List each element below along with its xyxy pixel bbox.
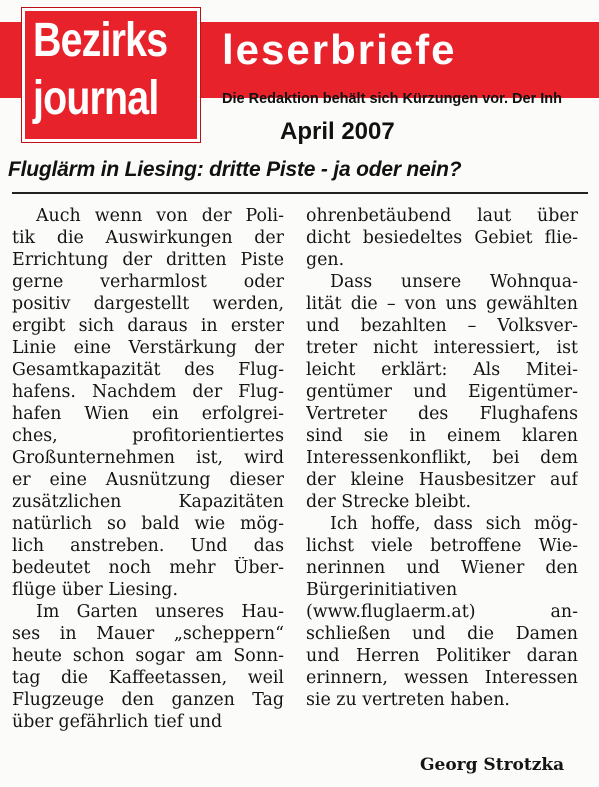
text-line: Großunternehmen ist, wird bbox=[12, 448, 284, 468]
text-line: bedeutet noch mehr Über- bbox=[12, 558, 284, 578]
text-line: Auch wenn von der Poli- bbox=[36, 206, 284, 226]
text-line: gentümer und Eigentümer- bbox=[306, 382, 578, 402]
bezirksjournal-logo bbox=[22, 8, 200, 142]
text-line: ohrenbetäubend laut über bbox=[306, 206, 578, 226]
headline-divider bbox=[12, 192, 588, 194]
text-line: ergibt sich daraus in erster bbox=[12, 316, 284, 336]
text-line: heute schon sogar am Sonn- bbox=[12, 646, 284, 666]
editorial-notice: Die Redaktion behält sich Kürzungen vor. Der Inh bbox=[222, 91, 562, 107]
text-line: Interessenkonflikt, bei dem bbox=[306, 448, 578, 468]
text-line: sie zu vertreten haben. bbox=[306, 690, 510, 710]
text-line: lichst viele betroffene Wie- bbox=[306, 536, 578, 556]
logo-line-1: Bezirks bbox=[33, 14, 168, 67]
text-line: über gefährlich tief und bbox=[12, 712, 223, 732]
text-line: und bezahlten – Volksver- bbox=[306, 316, 578, 336]
text-line: lich anstreben. Und das bbox=[12, 536, 284, 556]
letter-author: Georg Strotzka bbox=[420, 755, 565, 775]
text-line: erinnern, wessen Interessen bbox=[306, 668, 578, 688]
text-line: der Strecke bleibt. bbox=[306, 492, 472, 512]
text-line: gerne verharmlost oder bbox=[12, 272, 284, 292]
text-line: hafens. Nachdem der Flug- bbox=[12, 382, 284, 402]
text-line: Ich hoffe, dass sich mög- bbox=[330, 514, 578, 534]
section-title: leserbriefe bbox=[222, 26, 457, 73]
text-line: dicht besiedeltes Gebiet flie- bbox=[306, 228, 578, 248]
article-column-left bbox=[12, 205, 284, 733]
text-line: tik die Auswirkungen der bbox=[12, 228, 284, 248]
text-line: natürlich so bald wie mög- bbox=[12, 514, 284, 534]
text-line: Flugzeuge den ganzen Tag bbox=[12, 690, 284, 710]
text-line: Im Garten unseres Hau- bbox=[36, 602, 284, 622]
text-line: schließen und die Damen bbox=[306, 624, 578, 644]
text-line: (www.fluglaerm.at) an- bbox=[306, 602, 578, 622]
text-line: Linie eine Verstärkung der bbox=[12, 338, 284, 358]
article-headline: Fluglärm in Liesing: dritte Piste - ja oder nein? bbox=[8, 158, 462, 181]
text-line: lität die – von uns gewählten bbox=[306, 294, 578, 314]
text-line: leicht erklärt: Als Mitei- bbox=[306, 360, 578, 380]
text-line: er eine Ausnützung dieser bbox=[12, 470, 284, 490]
text-line: positiv dargestellt werden, bbox=[12, 294, 284, 314]
text-line: zusätzlichen Kapazitäten bbox=[12, 492, 284, 512]
article-column-right bbox=[306, 205, 578, 711]
text-line: flüge über Liesing. bbox=[12, 580, 178, 600]
text-line: ses in Mauer „scheppern“ bbox=[12, 624, 284, 644]
text-line: Errichtung der dritten Piste bbox=[12, 250, 284, 270]
text-line: sind sie in einem klaren bbox=[306, 426, 578, 446]
text-line: Gesamtkapazität des Flug- bbox=[12, 360, 284, 380]
logo-line-2: journal bbox=[33, 72, 159, 125]
text-line: nerinnen und Wiener den bbox=[306, 558, 578, 578]
text-line: gen. bbox=[306, 250, 345, 270]
text-line: und Herren Politiker daran bbox=[306, 646, 578, 666]
text-line: Bürgerinitiativen bbox=[306, 580, 458, 600]
text-line: der kleine Hausbesitzer auf bbox=[306, 470, 578, 490]
issue-date: April 2007 bbox=[280, 118, 395, 145]
text-line: tag die Kaffeetassen, weil bbox=[12, 668, 284, 688]
text-line: Vertreter des Flughafens bbox=[306, 404, 578, 424]
text-line: ches, profitorientiertes bbox=[12, 426, 284, 446]
text-line: treter nicht interessiert, ist bbox=[306, 338, 578, 358]
text-line: hafen Wien ein erfolgrei- bbox=[12, 404, 284, 424]
text-line: Dass unsere Wohnqua- bbox=[330, 272, 578, 292]
